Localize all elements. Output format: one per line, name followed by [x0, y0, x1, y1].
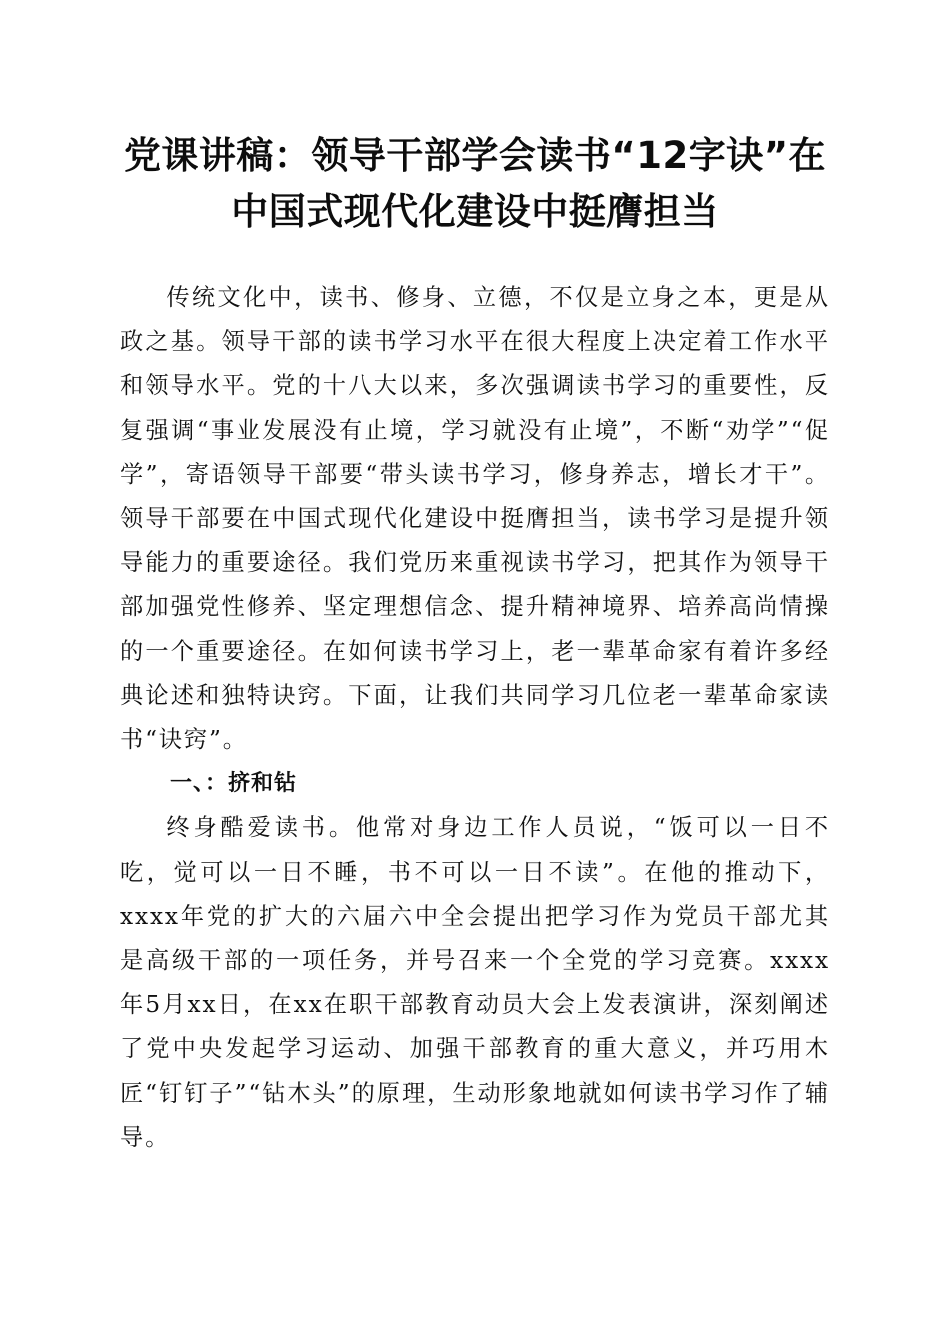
- title-line-1: 党课讲稿：领导干部学会读书“12字诀”在: [123, 134, 827, 177]
- document-body: [120, 276, 830, 1160]
- section-heading: 一、：挤和钻: [170, 771, 298, 797]
- title-line-2: 中国式现代化建设中挺膺担当: [231, 190, 719, 233]
- intro-paragraph: 传统文化中，读书、修身、立德，不仅是立身之本，更是从政之基。领导干部的读书学习水平在很大程度上决定着工作水平和领导水平。党的十八大以来，多次强调读书学习的重要性，反复强调“事业发展没有止境，学习就没有止境”，不断“劝学”“促学”，寄语领导干部要“带头读书学习，修身养志，增长才干”。领导干部要在中国式现代化建设中挺膺担当，读书学习是提升领导能力的重要途径。我们党历来重视读书学习，把其作为领导干部加强党性修养、坚定理想信念、提升精神境界、培养高尚情操的一个重要途径。在如何读书学习上，老一辈革命家有着许多经典论述和独特诀窍。下面，让我们共同学习几位老一辈革命家读书“诀窍”。: [120, 284, 830, 754]
- document-title: [110, 128, 840, 240]
- section-paragraph: 终身酷爱读书。他常对身边工作人员说，“饭可以一日不吃，觉可以一日不睡，书不可以一日不读”。在他的推动下，xxxx年党的扩大的六届六中全会提出把学习作为党员干部尤其是高级干部的一项任务，并号召来一个全党的学习竞赛。xxxx年5月xx日，在xx在职干部教育动员大会上发表演讲，深刻阐述了党中央发起学习运动、加强干部教育的重大意义，并巧用木匠“钉钉子”“钻木头”的原理，生动形象地就如何读书学习作了辅导。: [120, 814, 830, 1151]
